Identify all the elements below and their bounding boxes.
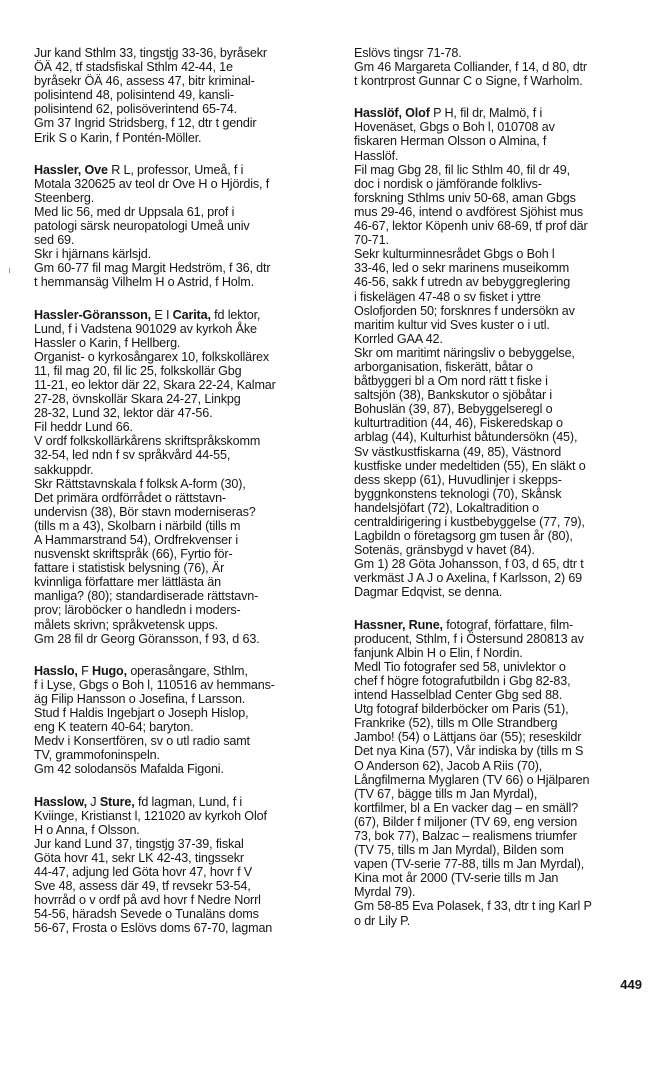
entry-text-line: dess skepp (61), Huvudlinjer i skepps- <box>354 472 562 487</box>
entry-heading-line <box>34 795 339 809</box>
entry-surname: Hassler, <box>34 162 82 177</box>
entry-text-line: 11, fil mag 20, fil lic 25, folkskollär Gbg <box>34 363 242 378</box>
entry-text-line: (67), Bilder f miljoner (TV 69, eng version <box>354 814 578 829</box>
entry-text-line: eng K teatern 40-64; baryton. <box>34 720 194 735</box>
biography-entry <box>34 163 339 290</box>
entry-text-line: Bohuslän (39, 87), Bebyggelseregl o <box>354 402 553 417</box>
entry-text-line: kustfiske under medeltiden (55), En släkt o <box>354 458 586 473</box>
entry-text-line: Lund, f i Vadstena 901029 av kyrkoh Åke <box>34 321 257 336</box>
entry-text-line: Gm 28 fil dr Georg Göransson, f 93, d 63. <box>34 631 260 646</box>
entry-text-line: Steenberg. <box>34 190 95 205</box>
entry-text-line: O Anderson 62), Jacob A Riis (70), <box>354 758 543 773</box>
entry-text-line: Det nya Kina (57), Vår indiska by (tills m S <box>354 744 584 759</box>
entry-text-line: kvinnliga författare mer lättlästa än <box>34 575 221 590</box>
entry-text-line: Skr Rättstavnskala f folksk A-form (30), <box>34 476 246 491</box>
entry-text-line: hovrråd o v ordf på avd hovr f Nedre Norrl <box>34 893 261 908</box>
entry-text-line: byråsekr ÖÄ 46, assess 47, bitr kriminal- <box>34 74 255 89</box>
entry-text-line: Kina mot år 2000 (TV-serie tills m Jan <box>354 871 559 886</box>
entry-heading-text: fd lektor, <box>214 307 261 322</box>
entry-text-line: Med lic 56, med dr Uppsala 61, prof i <box>34 204 235 219</box>
entry-text-line: (TV 75, tills m Jan Myrdal), Bilden som <box>354 843 564 858</box>
entry-text-line: Erik S o Karin, f Pontén-Möller. <box>34 130 202 145</box>
entry-text-line: Jur kand Lund 37, tingstjg 37-39, fiskal <box>34 836 244 851</box>
entry-text-line: Fil heddr Lund 66. <box>34 420 133 435</box>
entry-heading-text: P H, fil dr, Malmö, f i <box>433 106 543 121</box>
entry-text-line: producent, Sthlm, f i Östersund 280813 av <box>354 631 584 646</box>
entry-text-line: sakkuppdr. <box>34 462 94 477</box>
entry-text-line: forskning Sthlms univ 50-68, aman Gbgs <box>354 190 576 205</box>
entry-text-line: målets skrivn; språkvetensk upps. <box>34 617 219 632</box>
entry-text-line: polisintend 62, polisöverintend 65-74. <box>34 102 237 117</box>
entry-text-line: vapen (TV-serie 77-88, tills m Jan Myrdal), <box>354 857 585 872</box>
entry-text-line: fattare i statistisk belysning (76), Är <box>34 561 225 576</box>
entry-text-line: Hovenäset, Gbgs o Boh l, 010708 av <box>354 120 555 135</box>
entry-heading-line <box>34 163 339 177</box>
entry-given-name: Carita, <box>172 307 211 322</box>
entry-text-line: intend Hasselblad Center Gbg sed 88. <box>354 688 563 703</box>
entry-text-line: fiskaren Herman Olsson o Almina, f <box>354 134 547 149</box>
entry-initials: F <box>81 663 89 678</box>
entry-text-line: 56-67, Frosta o Eslövs doms 67-70, lagman <box>34 921 273 936</box>
entry-text-line: Gm 37 Ingrid Stridsberg, f 12, dtr t gendir <box>34 116 257 131</box>
entry-text-line: 11-21, eo lektor där 22, Skara 22-24, Kalmar <box>34 377 276 392</box>
entry-text-line: Medv i Konsertfören, sv o utl radio samt <box>34 734 250 749</box>
continued-entry <box>34 46 339 145</box>
entry-text-line: 46-56, sakk f utredn av bebyggreglering <box>354 275 571 290</box>
biography-entry <box>354 106 644 599</box>
entry-text-line: prov; läroböcker o handledn i moders- <box>34 603 241 618</box>
entry-text-line: 70-71. <box>354 233 389 248</box>
entry-text-line: Långfilmerna Myglaren (TV 66) o Hjälparen <box>354 772 590 787</box>
biography-entry <box>34 308 339 646</box>
entry-text-line: 54-56, häradsh Sevede o Tunaläns doms <box>34 907 259 922</box>
entry-text-line: Medl Tio fotografer sed 58, univlektor o <box>354 659 566 674</box>
entry-text-line: Sekr kulturminnesrådet Gbgs o Boh l <box>354 247 555 262</box>
entry-text-line: Gm 46 Margareta Colliander, f 14, d 80, dtr <box>354 60 587 75</box>
entry-text-line: båtbyggeri bl a Om nord rätt t fiske i <box>354 374 548 389</box>
entry-text-line: Skr om maritimt näringsliv o bebyggelse, <box>354 345 575 360</box>
entry-text-line: Jur kand Sthlm 33, tingstjg 33-36, byråsekr <box>34 46 267 60</box>
entry-heading-line <box>354 106 644 120</box>
entry-text-line: 28-32, Lund 32, lektor där 47-56. <box>34 406 213 421</box>
entry-text-line: mus 29-46, intend o avdförest Sjöhist mus <box>354 204 584 219</box>
entry-text-line: Kviinge, Kristianst l, 121020 av kyrkoh Olof <box>34 808 267 823</box>
entry-text-line: arborganisation, fiskerätt, båtar o <box>354 359 533 374</box>
entry-text-line: Göta hovr 41, sekr LK 42-43, tingssekr <box>34 850 244 865</box>
entry-text-line: (TV 67, bägge tills m Jan Myrdal), <box>354 786 538 801</box>
entry-heading-line <box>34 308 339 322</box>
entry-text-line: Det primära ordförrådet o rättstavn- <box>34 490 226 505</box>
entry-text-line: Sve 48, assess där 49, tf revsekr 53-54, <box>34 879 251 894</box>
entry-text-line: verkmäst J A J o Axelina, f Karlsson, 2) 69 <box>354 571 583 586</box>
entry-text-line: Motala 320625 av teol dr Ove H o Hjördis, f <box>34 176 270 191</box>
entry-text-line: byggnkonstens teknologi (70), Skånsk <box>354 486 562 501</box>
entry-initials: E I <box>154 307 170 322</box>
entry-heading-line <box>354 618 644 632</box>
entry-text-line: Oslofjorden 50; forsknres f undersökn av <box>354 303 575 318</box>
entry-text-line: 32-54, led ndn f sv språkvård 44-55, <box>34 448 231 463</box>
entry-text-line: 44-47, adjung led Göta hovr 47, hovr f V <box>34 864 253 879</box>
entry-text-line: Sotenäs, gränsbygd v havet (84). <box>354 543 535 558</box>
entry-text-line: Utg fotograf bilderböcker om Paris (51), <box>354 702 569 717</box>
entry-text-line: doc i nordisk o jämförande folklivs- <box>354 176 542 191</box>
entry-text-line: maritim kultur vid Sves kuster o i utl. <box>354 317 550 332</box>
biography-entry <box>34 664 339 777</box>
entry-text-line: t hemmansäg Vilhelm H o Astrid, f Holm. <box>34 275 254 290</box>
page-number: 449 <box>620 977 642 992</box>
entry-text-line: 46-67, lektor Köpenh univ 68-69, tf prof där <box>354 219 588 234</box>
entry-text-line: fanjunk Albin H o Elin, f Nordin. <box>354 645 523 660</box>
entry-text-line: centraldirigering i kustbebyggelse (77, 79), <box>354 515 585 529</box>
entry-text-line: 73, bok 77), Balzac – realismens triumfer <box>354 828 577 843</box>
entry-text-line: Myrdal 79). <box>354 885 416 900</box>
entry-heading-text: fd lagman, Lund, f i <box>137 794 243 809</box>
entry-text-line: kortfilmer, bl a En vacker dag – en smäll? <box>354 800 578 815</box>
entry-text-line: Lagbildn o företagsorg gm tusen år (80), <box>354 529 573 544</box>
entry-text-line: Fil mag Gbg 28, fil lic Sthlm 40, fil dr 49, <box>354 162 570 177</box>
entry-text-line: Gm 42 solodansös Mafalda Figoni. <box>34 762 224 777</box>
entry-text-line: äg Filip Hansson o Josefina, f Larsson. <box>34 691 246 706</box>
entry-text-line: V ordf folkskollärkårens skriftspråkskomm <box>34 434 261 449</box>
entry-given-name: Ove <box>84 162 108 177</box>
biography-entry <box>354 618 644 928</box>
right-column <box>354 46 644 946</box>
entry-surname: Hassler-Göransson, <box>34 307 151 322</box>
entry-text-line: Skr i hjärnans kärlsjd. <box>34 247 151 262</box>
entry-surname: Hasslow, <box>34 794 87 809</box>
entry-initials: J <box>90 794 97 809</box>
entry-text-line: Gm 60-77 fil mag Margit Hedström, f 36, dtr <box>34 261 271 276</box>
entry-surname: Hasslo, <box>34 663 78 678</box>
entry-text-line: H o Anna, f Olsson. <box>34 822 140 837</box>
entry-surname: Hasslöf, <box>354 106 402 121</box>
entry-text-line: handelsjöfart (72), Lokaltradition o <box>354 500 540 515</box>
entry-text-line: Dagmar Edqvist, se denna. <box>354 585 503 600</box>
entry-text-line: Frankrike (52), tills m Olle Strandberg <box>354 716 558 731</box>
entry-heading-text: operasångare, Sthlm, <box>130 663 248 678</box>
entry-text-line: manliga? (80); standardiserade rättstavn- <box>34 589 259 604</box>
entry-text-line: chef f högre fotografutbildn i Gbg 82-83, <box>354 673 571 688</box>
entry-given-name: Hugo, <box>92 663 127 678</box>
entry-given-name: Sture, <box>99 794 135 809</box>
entry-text-line: Stud f Haldis Ingebjart o Joseph Hislop, <box>34 706 249 721</box>
entry-heading-line <box>34 664 339 678</box>
entry-text-line: 33-46, led o sekr marinens museikomm <box>354 261 570 276</box>
entry-text-line: Korrled GAA 42. <box>354 331 443 346</box>
entry-text-line: patologi särsk neuropatologi Umeå univ <box>34 219 250 234</box>
entry-text-line: saltsjön (38), Bankskutor o sjöbåtar i <box>354 388 552 403</box>
entry-text-line: o dr Lily P. <box>354 913 411 928</box>
entry-text-line: undervisn (38), Bör stavn moderniseras? <box>34 504 256 519</box>
entry-text-line: f i Lyse, Gbgs o Boh l, 110516 av hemmans- <box>34 677 275 692</box>
entry-text-line: nusvenskt skriftspråk (66), Fyrtio för- <box>34 547 233 562</box>
entry-text-line: Eslövs tingsr 71-78. <box>354 46 462 60</box>
entry-text-line: Hassler o Karin, f Hellberg. <box>34 335 181 350</box>
entry-text-line: A Hammarstrand 54), Ordfrekvenser i <box>34 533 239 547</box>
entry-text-line: Gm 58-85 Eva Polasek, f 33, dtr t ing Karl P <box>354 899 592 914</box>
entry-text-line: ÖÄ 42, tf stadsfiskal Sthlm 42-44, 1e <box>34 60 233 75</box>
entry-given-name: Rune, <box>408 617 443 632</box>
biography-entry <box>34 795 339 936</box>
entry-surname: Hassner, <box>354 617 406 632</box>
entry-text-line: i fiskelägen 47-48 o sv fisket i yttre <box>354 289 541 304</box>
entry-text-line: Hasslöf. <box>354 148 399 163</box>
entry-text-line: kulturtradition (44, 46), Fiskeredskap o <box>354 416 563 431</box>
entry-text-line: sed 69. <box>34 233 75 248</box>
entry-text-line: TV, grammofoninspeln. <box>34 748 160 763</box>
left-column <box>34 46 339 953</box>
entry-given-name: Olof <box>405 106 430 121</box>
entry-text-line: 27-28, övnskollär Skara 24-27, Linkpg <box>34 392 241 407</box>
margin-mark <box>9 268 13 273</box>
continued-entry <box>354 46 644 88</box>
entry-text-line: Sv västkustfiskarna (49, 85), Västnord <box>354 444 562 459</box>
entry-text-line: Gm 1) 28 Göta Johansson, f 03, d 65, dtr t <box>354 557 584 572</box>
entry-heading-text: R L, professor, Umeå, f i <box>111 162 244 177</box>
entry-heading-text: fotograf, författare, film- <box>446 617 574 632</box>
entry-text-line: Jambo! (54) o Lättjans öar (55); reseskildr <box>354 730 582 745</box>
entry-text-line: (tills m a 43), Skolbarn i närbild (tills m <box>34 518 241 533</box>
entry-text-line: polisintend 48, polisintend 49, kansli- <box>34 88 234 103</box>
entry-text-line: arblag (44), Kulturhist båtundersökn (45), <box>354 430 578 445</box>
entry-text-line: t kontrprost Gunnar C o Signe, f Warholm. <box>354 74 583 89</box>
entry-text-line: Organist- o kyrkosångarex 10, folkskollärex <box>34 349 270 364</box>
